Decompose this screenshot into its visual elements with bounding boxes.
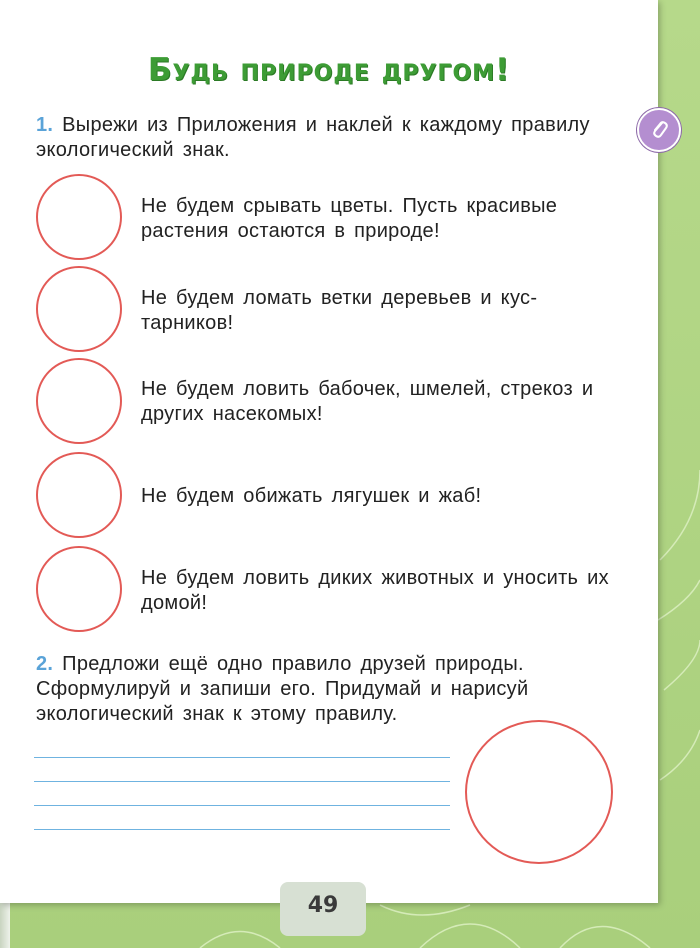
task-1-text: Вырежи из Приложения и наклей к каждому правилу экологический знак.: [36, 114, 590, 161]
writing-line-1[interactable]: [34, 757, 450, 758]
page-number: 49: [307, 893, 339, 918]
page-title: Будь природе другом!: [147, 52, 511, 88]
draw-sign-circle[interactable]: [465, 720, 613, 864]
task-1-number: 1.: [36, 114, 54, 136]
sticker-circle-4[interactable]: [36, 452, 122, 538]
task-2-text: Предложи ещё одно правило друзей природы. Сформулируй и запиши его. Придумай и нарисуй экологический знак к этому правилу.: [36, 653, 529, 725]
task-1: [36, 113, 626, 163]
rule-4: Не будем обижать лягушек и жаб!: [141, 485, 482, 507]
sticker-circle-2[interactable]: [36, 266, 122, 352]
sticker-circle-3[interactable]: [36, 358, 122, 444]
writing-line-4[interactable]: [34, 829, 450, 830]
task-2: [36, 652, 621, 727]
sticker-circle-5[interactable]: [36, 546, 122, 632]
writing-line-2[interactable]: [34, 781, 450, 782]
sticker-circle-1[interactable]: [36, 174, 122, 260]
paperclip-badge: [637, 108, 681, 152]
writing-line-3[interactable]: [34, 805, 450, 806]
rule-1: Не будем срывать цветы. Пусть красивые растения остаются в природе!: [141, 195, 558, 242]
rule-2: Не будем ломать ветки деревьев и кустарников!: [141, 287, 537, 334]
paperclip-icon: [647, 118, 671, 142]
rule-5: Не будем ловить диких животных и уносить их домой!: [141, 567, 609, 614]
task-2-number: 2.: [36, 653, 54, 675]
rule-3: Не будем ловить бабочек, шмелей, стрекоз и других насекомых!: [141, 378, 594, 425]
